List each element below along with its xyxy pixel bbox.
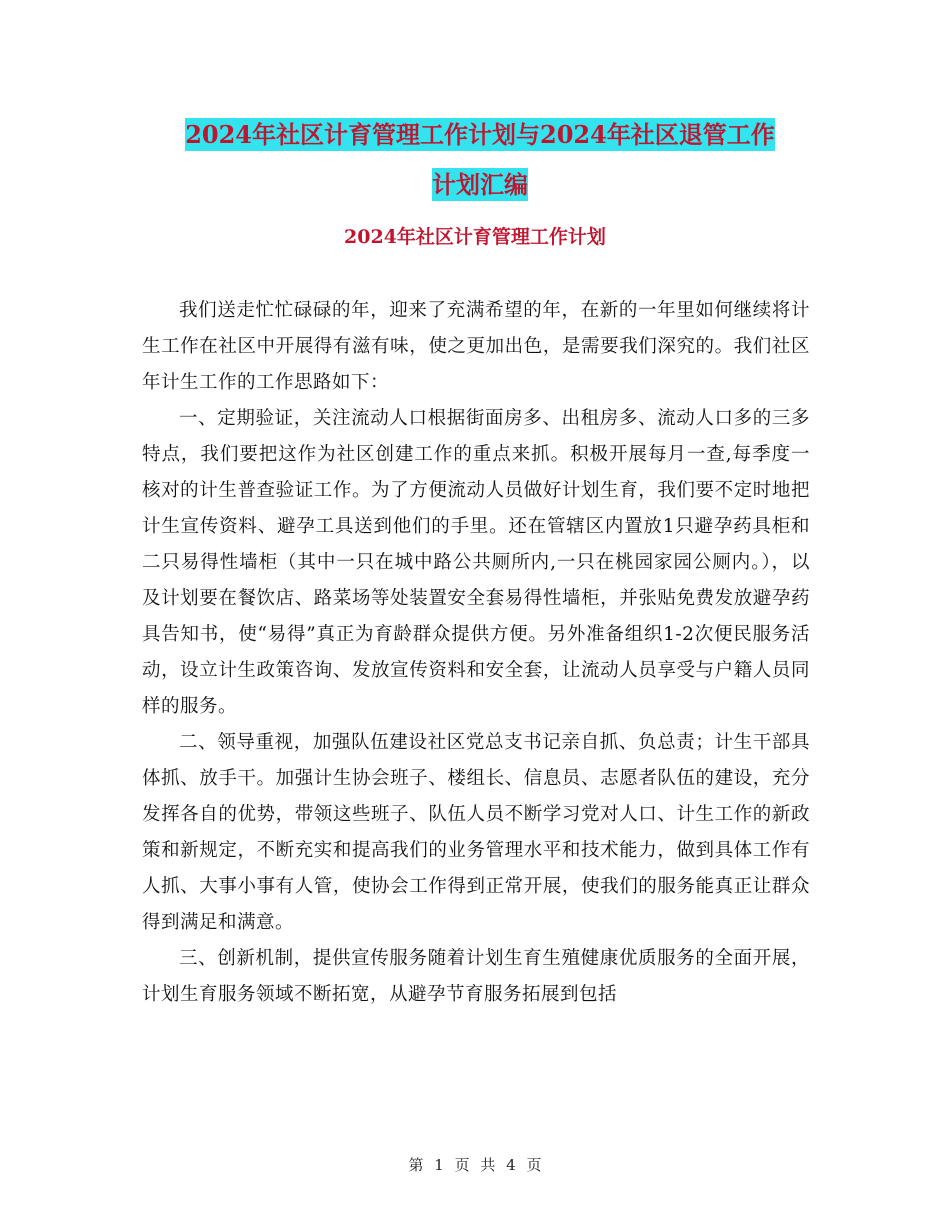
paragraph-one: 一、定期验证，关注流动人口根据街面房多、出租房多、流动人口多的三多特点，我们要把这作为社区创建工作的重点来抓。积极开展每月一查,每季度一核对的计生普查验证工作。为了方便流动人员做好计划生育，我们要不定时地把计生宣传资料、避孕工具送到他们的手里。还在管辖区内置放1只避孕药具柜和二只易得性墙柜（其中一只在城中路公共厕所内,一只在桃园家园公厕内。），以及计划要在餐饮店、路菜场等处装置安全套易得性墙柜，并张贴免费发放避孕药具告知书，使“易得”真正为育龄群众提供方便。另外准备组织1-2次便民服务活动，设立计生政策咨询、发放宣传资料和安全套，让流动人员享受与户籍人员同样的服务。 — [142, 408, 810, 717]
document-title-line-2: 计划汇编 — [432, 170, 528, 199]
paragraph-two: 二、领导重视，加强队伍建设社区党总支书记亲自抓、负总责；计生干部具体抓、放手干。加强计生协会班子、楼组长、信息员、志愿者队伍的建设，充分发挥各自的优势，带领这些班子、队伍人员不断学习党对人口、计生工作的新政策和新规定，不断充实和提高我们的业务管理水平和技术能力，做到具体工作有人抓、大事小事有人管，使协会工作得到正常开展，使我们的服务能真正让群众得到满足和满意。 — [142, 732, 810, 933]
document-title — [140, 110, 820, 210]
document-title-line-1: 2024年社区计育管理工作计划与2024年社区退管工作 — [185, 120, 775, 149]
paragraph-three: 三、创新机制，提供宣传服务随着计划生育生殖健康优质服务的全面开展，计划生育服务领域不断拓宽，从避孕节育服务拓展到包括 — [142, 948, 810, 1005]
page-footer: 第 1 页 共 4 页 — [408, 1156, 542, 1174]
section-title: 2024年社区计育管理工作计划 — [344, 226, 606, 248]
paragraph-intro: 我们送走忙忙碌碌的年，迎来了充满希望的年，在新的一年里如何继续将计生工作在社区中开展得有滋有味，使之更加出色，是需要我们深究的。我们社区年计生工作的工作思路如下： — [142, 300, 810, 393]
document-body — [142, 293, 810, 1013]
